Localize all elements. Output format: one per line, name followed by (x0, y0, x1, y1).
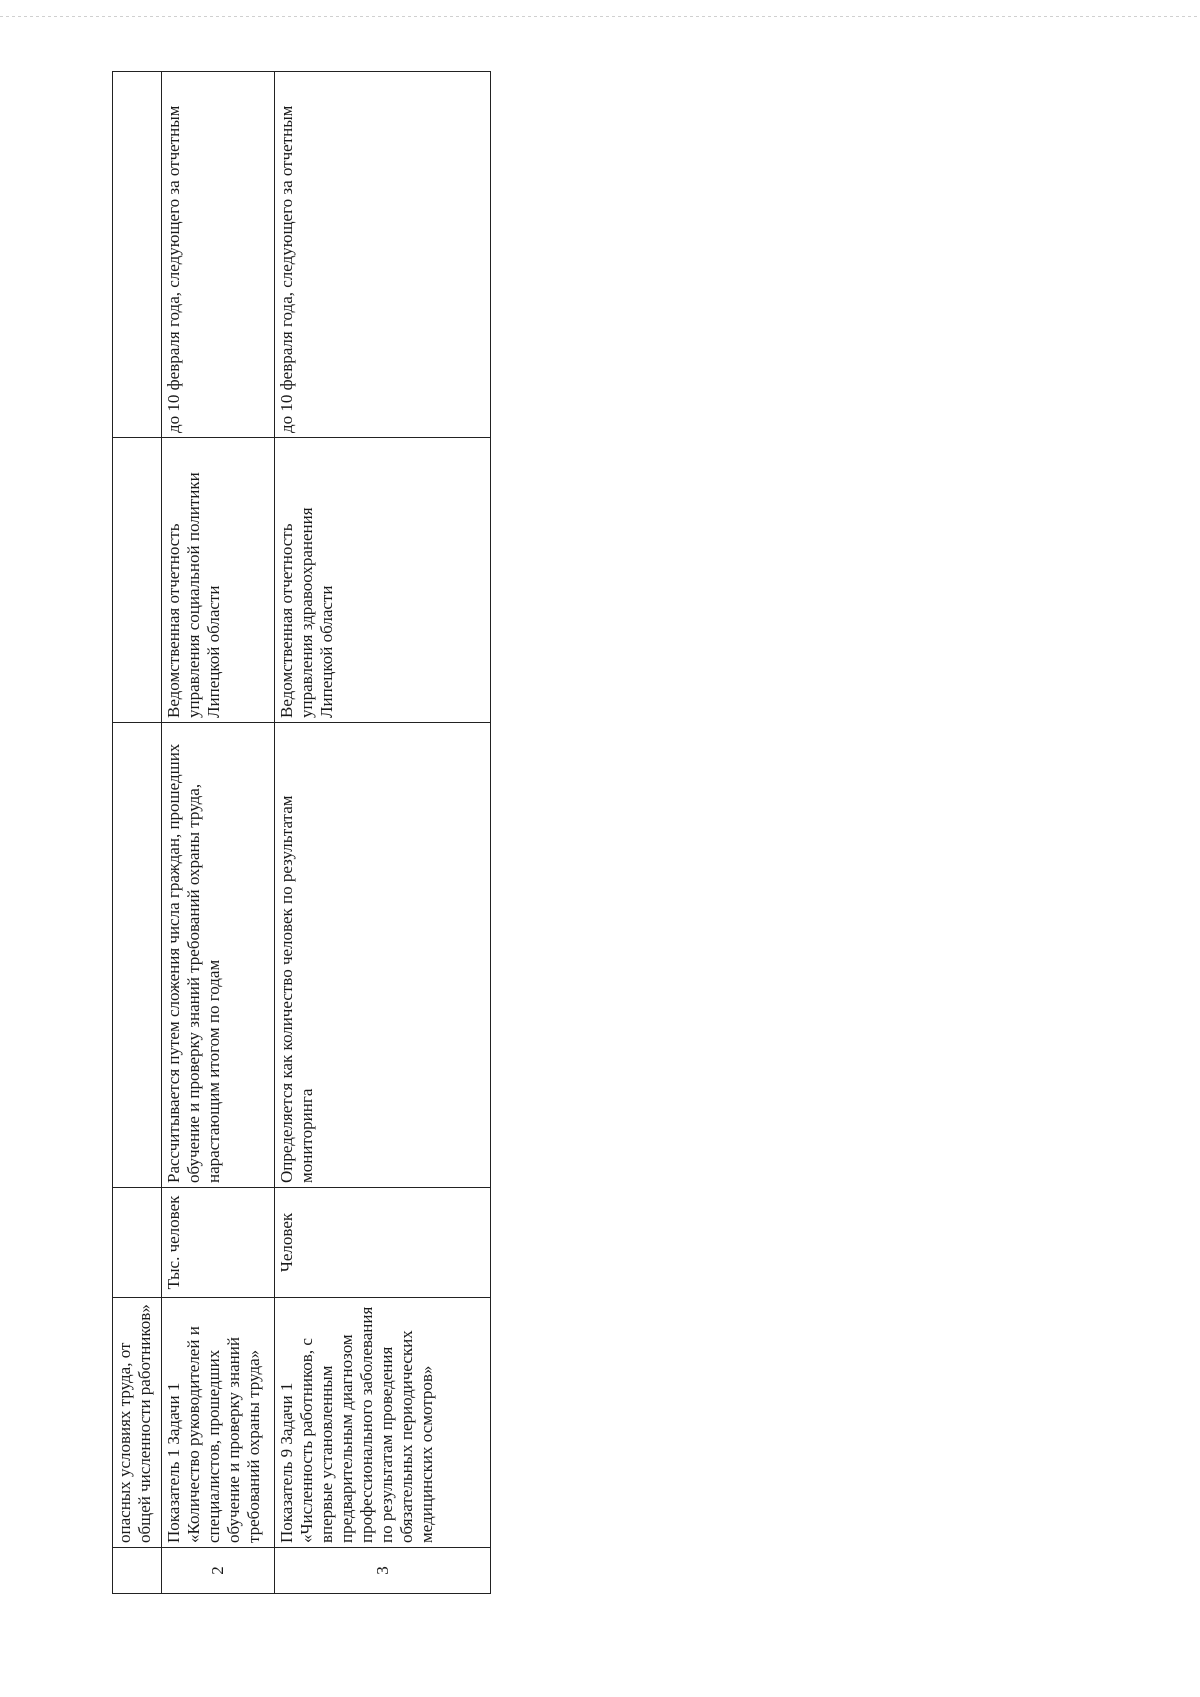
method-cell: Определяется как количество человек по результатам мониторинга (275, 723, 491, 1188)
method-cell: Рассчитывается путем сложения числа граждан, прошедших обучение и проверку знаний требований охраны труда, нарастающим итогом по годам (162, 723, 275, 1188)
indicator-cell: опасных условиях труда, от общей численности работников» (113, 1298, 162, 1548)
method-cell (113, 723, 162, 1188)
source-cell: Ведомственная отчетность управления социальной политики Липецкой области (162, 438, 275, 723)
table-row (275, 72, 491, 1594)
unit-cell: Человек (275, 1188, 491, 1298)
row-number: 3 (275, 1548, 491, 1594)
indicator-cell: Показатель 1 Задачи 1 «Количество руководителей и специалистов, прошедших обучение и проверку знаний требований охраны труда» (162, 1298, 275, 1548)
table-row (162, 72, 275, 1594)
indicator-cell: Показатель 9 Задачи 1 «Численность работников, с впервые установленным предварительным диагнозом профессионального заболевания по результатам проведения обязательных периодических медицинских осмотров» (275, 1298, 491, 1548)
deadline-cell (113, 72, 162, 438)
source-cell (113, 438, 162, 723)
deadline-cell: до 10 февраля года, следующего за отчетным (162, 72, 275, 438)
unit-cell: Тыс. человек (162, 1188, 275, 1298)
rotated-table-container (112, 72, 477, 1594)
unit-cell (113, 1188, 162, 1298)
scan-edge-line (0, 16, 1200, 17)
indicators-table (112, 71, 491, 1594)
source-cell: Ведомственная отчетность управления здравоохранения Липецкой области (275, 438, 491, 723)
table-row (113, 72, 162, 1594)
row-number: 2 (162, 1548, 275, 1594)
row-number (113, 1548, 162, 1594)
deadline-cell: до 10 февраля года, следующего за отчетным (275, 72, 491, 438)
